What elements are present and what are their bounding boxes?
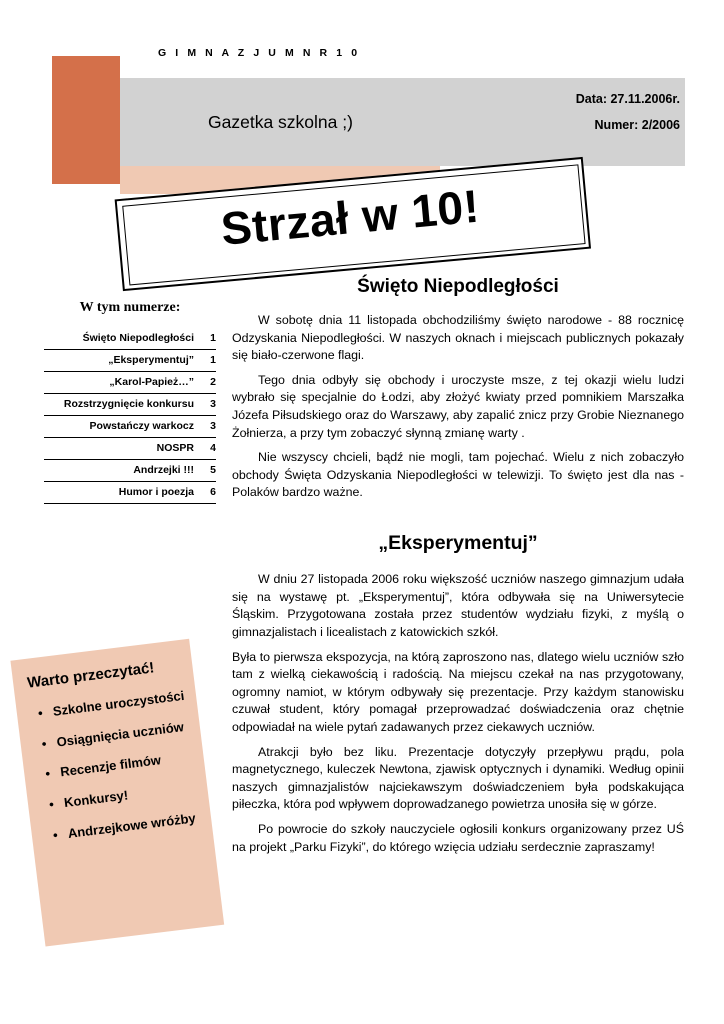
toc-item-page: 2 (210, 376, 216, 388)
toc-title: W tym numerze: (79, 300, 181, 315)
article-heading: „Eksperymentuj” (378, 532, 538, 555)
list-item: • Szkolne uroczystości (52, 686, 203, 721)
toc-item-page: 1 (210, 354, 216, 366)
toc-item-label: „Eksperymentuj” (108, 354, 194, 366)
recommended-reading-list (34, 686, 219, 858)
article-paragraph: Po powrocie do szkoły nauczyciele ogłosili konkurs organizowany przez UŚ na projekt „Parku Fizyki”, do którego wzięcia udziału serdecznie zapraszamy! (232, 822, 684, 854)
toc-row[interactable] (44, 416, 216, 438)
article-paragraph: Nie wszyscy chcieli, bądź nie mogli, tam pojechać. Wielu z nich zobaczyło obchody Święta Odzyskania Niepodległości w telewizji. To święto jest dla nas - Polaków bardzo ważne. (232, 450, 684, 500)
toc-item-label: Święto Niepodległości (82, 332, 194, 344)
issue-date: Data: 27.11.2006r. (575, 92, 680, 106)
school-name: G I M N A Z J U M N R 1 0 (158, 47, 361, 59)
toc-item-label: Humor i poezja (118, 486, 194, 498)
toc-item-page: 3 (210, 420, 216, 432)
toc-item-label: Rozstrzygnięcie konkursu (63, 398, 194, 410)
article-paragraph: Tego dnia odbyły się obchody i uroczyste msze, z tej okazji wielu ludzi wybrało się specjalnie do Łodzi, aby złożyć kwiaty przed pomnikiem Marszałka Józefa Piłsudskiego oraz do Warszawy, aby zapalić znicz przy Grobie Nieznanego Żołnierza, a przy tym zobaczyć słynną zmianę warty . (232, 372, 684, 440)
toc-item-label: Andrzejki !!! (133, 464, 194, 476)
article-paragraph: W sobotę dnia 11 listopada obchodziliśmy święto narodowe - 88 rocznicę Odzyskania Niepodległości. W naszych oknach i miejscach publicznych pokazały się biało-czerwone flagi. (232, 313, 684, 363)
list-item: • Recenzje filmów (59, 746, 210, 781)
toc-row[interactable] (44, 372, 216, 394)
logo-title: Strzał w 10! (218, 179, 482, 255)
toc-row[interactable] (44, 350, 216, 372)
toc-item-page: 3 (210, 398, 216, 410)
toc-item-page: 5 (210, 464, 216, 476)
toc-item-label: Powstańczy warkocz (89, 420, 194, 432)
issue-number: Numer: 2/2006 (594, 118, 680, 132)
article-column (232, 276, 684, 863)
article-heading: Święto Niepodległości (357, 276, 559, 297)
article-paragraph: W dniu 27 listopada 2006 roku większość uczniów naszego gimnazjum udała się na wystawę pt. „Eksperymentuj”, która odbywała się na Uniwersytecie Śląskim. Przygotowana została przez studentów wydziału fizyki, z myślą o gimnazjalistach i licealistach z katowickich szkół. (232, 572, 684, 639)
toc-row[interactable] (44, 438, 216, 460)
toc-row[interactable] (44, 328, 216, 350)
toc-item-label: NOSPR (156, 442, 194, 454)
toc-item-page: 6 (210, 486, 216, 498)
gazette-subtitle: Gazetka szkolna ;) (208, 112, 353, 132)
recommended-reading-panel (10, 638, 235, 959)
table-of-contents (44, 300, 216, 504)
list-item: • Osiągnięcia uczniów (56, 716, 207, 751)
article-paragraph: Atrakcji było bez liku. Prezentacje dotyczyły przepływu prądu, pola magnetycznego, kuleczek Newtona, zjawisk optycznych i dynamiki. Według opinii naszych gimnazjalistów najciekawszym doświadczeniem była podskakująca piłeczka, która pod wpływem doprowadzanego powietrza unosiła się w górze. (232, 744, 684, 812)
toc-row[interactable] (44, 394, 216, 416)
toc-row[interactable] (44, 482, 216, 504)
recommended-reading-title: Warto przeczytać! (26, 659, 156, 692)
toc-row[interactable] (44, 460, 216, 482)
article-paragraph: Była to pierwsza ekspozycja, na którą zaproszono nas, dlatego wielu uczniów szło tam z wielką ciekawością i radością. Na miejscu czekał na nas przygotowany, ogromny namiot, w którym odbywały się prezentacje. Przy każdym stanowisku czuwał student, który pomagał przeprowadzać doświadczenia oraz chętnie odpowiadał na wiele pytań zadawanych przez ciekawych uczniów. (232, 649, 684, 734)
toc-item-page: 4 (210, 442, 216, 454)
list-item: • Konkursy! (63, 777, 214, 812)
orange-decoration-block (52, 56, 120, 184)
list-item: • Andrzejkowe wróżby (67, 807, 218, 842)
toc-item-page: 1 (210, 332, 216, 344)
toc-item-label: „Karol-Papież…” (109, 376, 194, 388)
